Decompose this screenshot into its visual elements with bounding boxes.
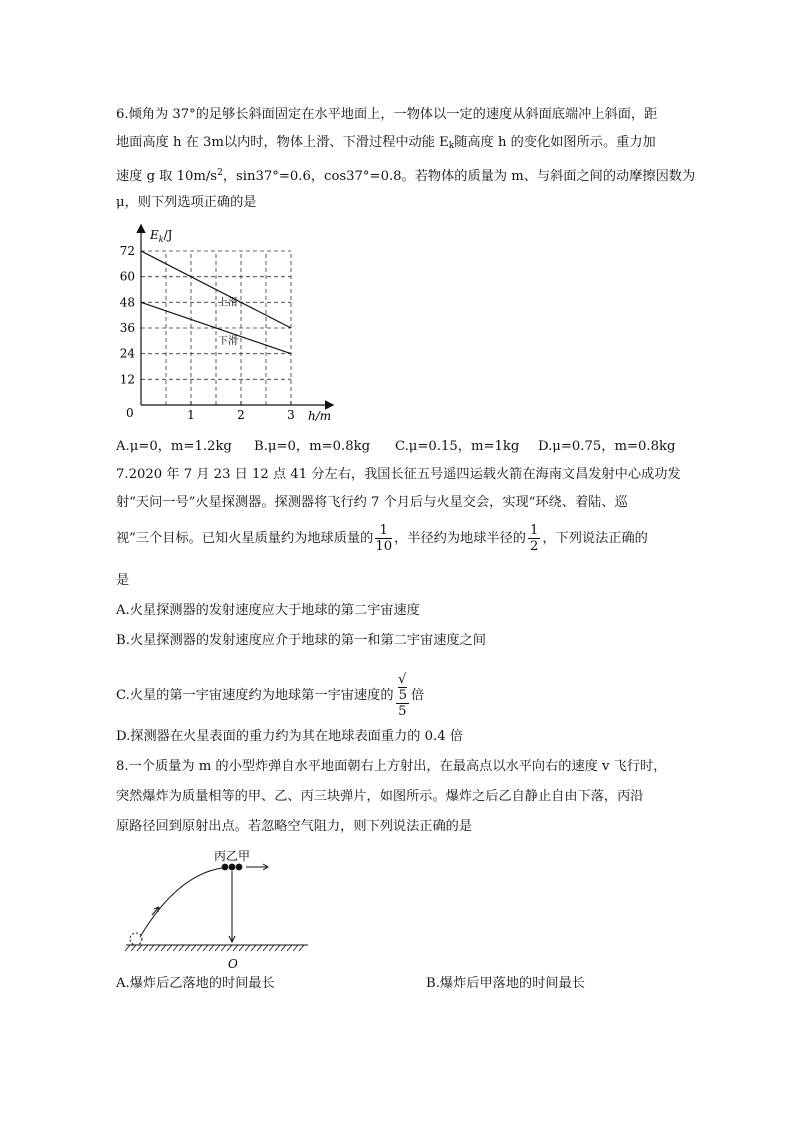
ground-hatch — [185, 945, 190, 951]
q7-line-1: 7.2020 年 7 月 23 日 12 点 41 分左右，我国长征五号遥四运载火箭在海南文昌发射中心成功发 — [116, 467, 681, 482]
ground-hatch — [239, 945, 244, 951]
q6-line-1: 6.倾角为 37°的足够长斜面固定在水平地面上，一物体以一定的速度从斜面底端冲上斜面，距 — [116, 107, 658, 122]
q8-line-1: 8.一个质量为 m 的小型炸弹自水平地面朝右上方射出，在最高点以水平向右的速度 v 飞行时， — [116, 759, 667, 774]
q7-line-3-a: 视”三个目标。已知火星质量约为地球质量的 — [116, 531, 374, 546]
ground-hatch — [269, 945, 274, 951]
ground-hatch — [143, 945, 148, 951]
sqrt-symbol: √ — [398, 672, 407, 687]
ek-h-chart — [110, 222, 340, 434]
explosion-figure — [122, 845, 312, 975]
q6-line-2-a: 地面高度 h 在 3m以内时，物体上滑、下滑过程中动能 E — [116, 135, 449, 150]
q7-option-b: B.火星探测器的发射速度应介于地球的第一和第二宇宙速度之间 — [116, 633, 486, 648]
y-tick-label-36: 36 — [119, 321, 135, 335]
fragment-bing-dot — [222, 864, 229, 871]
q6-line-2 — [116, 134, 656, 155]
q6-line-3-sup: 2 — [217, 168, 223, 178]
ground-hatch — [179, 945, 184, 951]
ground-hatch — [155, 945, 160, 951]
q6-option-a: A.μ=0，m=1.2kg — [116, 439, 232, 454]
ground-hatch — [299, 945, 304, 951]
q7-line-3-b: ，半径约为地球半径的 — [394, 531, 526, 546]
y-tick-label-12: 12 — [119, 372, 135, 387]
ground-hatch — [233, 945, 238, 951]
q8-line-2: 突然爆炸为质量相等的甲、乙、丙三块弹片，如图所示。爆炸之后乙自静止自由下落，丙沿 — [116, 789, 644, 804]
ground-hatch — [161, 945, 166, 951]
x-tick-label-2: 2 — [237, 408, 245, 422]
q7-option-a: A.火星探测器的发射速度应大于地球的第二宇宙速度 — [116, 603, 420, 618]
ground-hatch — [263, 945, 268, 951]
ground-hatch — [287, 945, 292, 951]
fraction-one-tenth — [375, 523, 392, 554]
y-axis-label-unit: /J — [163, 228, 173, 242]
y-tick-label-60: 60 — [119, 269, 135, 284]
ground-hatch — [209, 945, 214, 951]
y-tick-label-72: 72 — [119, 244, 135, 258]
ground-hatch — [149, 945, 154, 951]
ground-hatch — [131, 945, 136, 951]
q6-option-c: C.μ=0.15，m=1kg — [395, 439, 520, 454]
y-axis-label-main: E — [150, 228, 159, 242]
fraction-one-tenth-den: 10 — [375, 539, 393, 554]
x-axis-label: h/m — [308, 409, 332, 423]
ground-hatch — [191, 945, 196, 951]
q6-line-4: μ，则下列选项正确的是 — [116, 195, 257, 210]
ground-hatch — [251, 945, 256, 951]
ground-hatch — [125, 945, 130, 951]
series-label-1: 下滑 — [218, 336, 238, 347]
fraction-one-tenth-num: 1 — [375, 523, 392, 539]
fraction-root5-den: 5 — [398, 704, 407, 719]
fragment-jia-dot — [236, 864, 243, 871]
y-tick-label-24: 24 — [119, 346, 135, 361]
fraction-one-half-den: 2 — [529, 539, 539, 554]
ground-hatch — [197, 945, 202, 951]
q7-line-2: 射“天问一号”火星探测器。探测器将飞行约 7 个月后与火星交会，实现“环绕、着陆、巡 — [116, 495, 628, 510]
ground-hatch — [215, 945, 220, 951]
ground-hatch — [245, 945, 250, 951]
q6-line-3-a: 速度 g 取 10m/s — [116, 169, 218, 184]
q7-option-c — [116, 672, 424, 719]
q8-option-b: B.爆炸后甲落地的时间最长 — [426, 976, 585, 991]
ground-hatch — [281, 945, 286, 951]
fragment-labels: 丙乙甲 — [214, 849, 251, 863]
ground-hatch — [137, 945, 142, 951]
origin-o-label: O — [228, 957, 238, 971]
q8-option-a: A.爆炸后乙落地的时间最长 — [116, 976, 275, 991]
origin-label: 0 — [126, 406, 134, 420]
fraction-root5-over-5 — [396, 672, 409, 719]
sqrt-radicand: 5 — [398, 688, 407, 703]
fraction-one-half — [528, 523, 540, 554]
q6-line-2-b: 随高度 h 的变化如图所示。重力加 — [454, 135, 656, 150]
velocity-arrow-icon — [246, 864, 268, 870]
y-tick-label-48: 48 — [119, 295, 135, 310]
q7-line-3-c: ，下列说法正确的 — [542, 531, 648, 546]
x-tick-label-3: 3 — [287, 408, 295, 422]
ground-hatch — [203, 945, 208, 951]
x-tick-label-1: 1 — [187, 408, 195, 422]
q6-line-3 — [116, 164, 695, 186]
ground-hatch — [167, 945, 172, 951]
y-axis-label-sub: k — [158, 235, 164, 244]
ground-hatch — [227, 945, 232, 951]
q8-line-3: 原路径回到原射出点。若忽略空气阻力，则下列说法正确的是 — [116, 819, 473, 834]
series-label-0: 上滑 — [218, 297, 238, 309]
q7-option-c-a: C.火星的第一宇宙速度约为地球第一宇宙速度的 — [116, 688, 394, 703]
trajectory-curve — [140, 868, 222, 937]
q6-line-3-b: ，sin37°=0.6，cos37°=0.8。若物体的质量为 m、与斜面之间的动摩擦因数为 — [222, 169, 696, 184]
fraction-root5-num — [396, 672, 409, 704]
ground-hatch — [173, 945, 178, 951]
q6-option-d: D.μ=0.75，m=0.8kg — [538, 439, 676, 454]
q7-option-c-b: 倍 — [410, 688, 425, 703]
ground-hatch — [257, 945, 262, 951]
ground-hatch — [293, 945, 298, 951]
ground-hatch — [275, 945, 280, 951]
q7-option-d: D.探测器在火星表面的重力约为其在地球表面重力的 0.4 倍 — [116, 729, 463, 744]
q6-line-2-sub: k — [448, 141, 455, 151]
fragment-yi-dot — [229, 864, 236, 871]
q6-option-b: B.μ=0，m=0.8kg — [254, 439, 371, 454]
q7-line-4: 是 — [116, 573, 130, 588]
ground-hatch — [221, 945, 226, 951]
q7-line-3 — [116, 522, 648, 556]
fraction-one-half-num: 1 — [529, 523, 539, 538]
y-axis-label — [149, 228, 173, 244]
launch-point-icon — [130, 933, 142, 945]
